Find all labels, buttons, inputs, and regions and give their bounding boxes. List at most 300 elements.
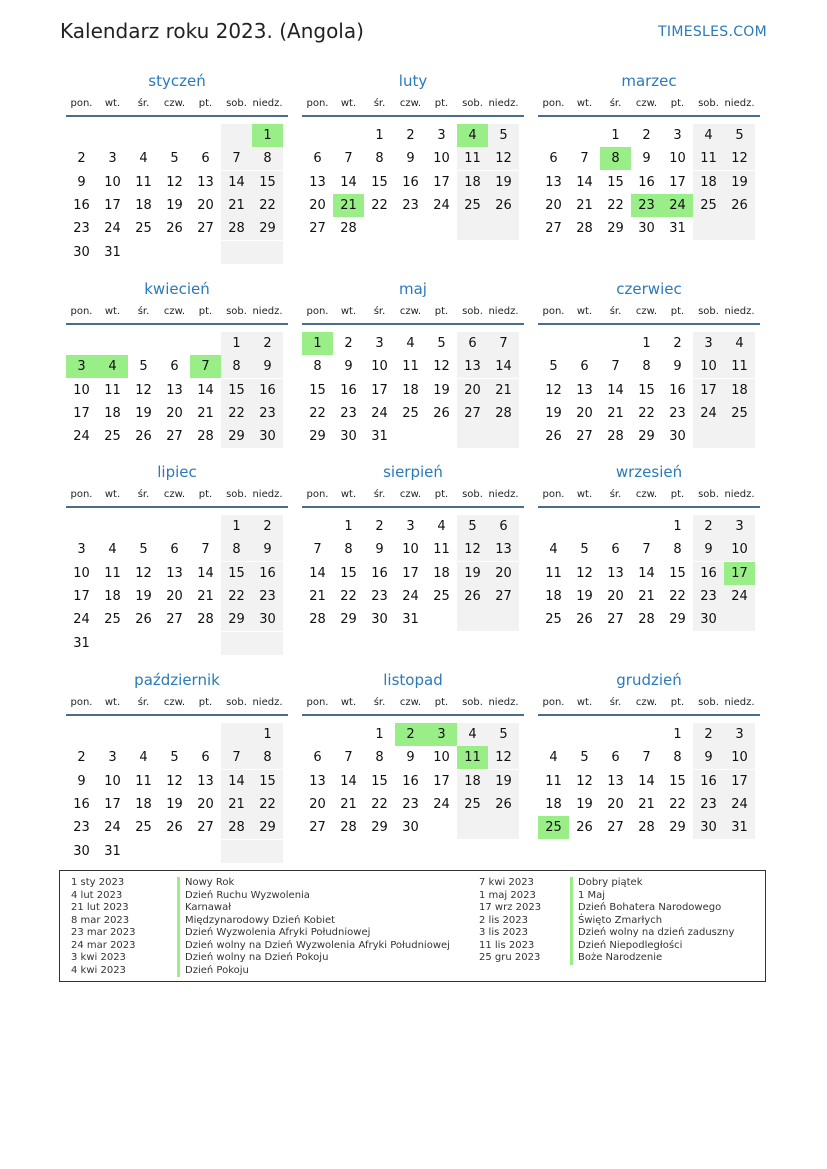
- day-cell: 14: [197, 382, 214, 398]
- weekday-header: pt.: [434, 98, 449, 109]
- day-cell: 28: [197, 612, 214, 628]
- day-cell: 10: [402, 542, 419, 558]
- day-cell: 13: [576, 382, 593, 398]
- day-cell: 1: [252, 723, 283, 746]
- holiday-date: 8 mar 2023: [71, 914, 130, 926]
- day-cell: 16: [638, 174, 655, 190]
- day-cell: 21: [488, 379, 519, 402]
- weekday-header: czw.: [163, 98, 186, 109]
- day-cell: 25: [104, 429, 121, 445]
- day-cell: 24: [433, 197, 450, 213]
- day-cell: 7: [201, 542, 210, 558]
- day-cell: 13: [309, 773, 326, 789]
- day-cell: 1: [375, 727, 384, 742]
- day-cell: 20: [166, 588, 183, 604]
- day-cell: 2: [642, 128, 651, 143]
- weekday-header: sob.: [226, 306, 247, 317]
- day-cell: 30: [638, 221, 655, 237]
- weekday-header: niedz.: [488, 697, 519, 708]
- weekday-header: czw.: [399, 98, 422, 109]
- day-cell: 7: [344, 151, 353, 167]
- day-cell: 30: [693, 608, 724, 631]
- legend-left-dates: [71, 877, 136, 977]
- day-cell: 8: [375, 151, 384, 167]
- holiday-day-cell: 4: [457, 124, 488, 147]
- day-cell: 12: [166, 174, 183, 190]
- day-cell: 15: [607, 174, 624, 190]
- day-cell: 16: [252, 562, 283, 585]
- day-cell: 5: [580, 542, 589, 558]
- day-cell: 19: [135, 405, 152, 421]
- weekday-header: pt.: [434, 697, 449, 708]
- weekday-header: śr.: [137, 306, 150, 317]
- weekday-header: czw.: [635, 306, 658, 317]
- day-cell: 17: [669, 174, 686, 190]
- weekday-header: wt.: [576, 697, 593, 708]
- day-cell: 9: [642, 151, 651, 167]
- day-cell: 12: [576, 773, 593, 789]
- day-cell: 14: [340, 773, 357, 789]
- day-cell: 21: [576, 197, 593, 213]
- day-cell: 19: [457, 562, 488, 585]
- day-cell: 31: [104, 843, 121, 859]
- day-cell: 12: [488, 147, 519, 170]
- weekday-header: pt.: [670, 98, 685, 109]
- holiday-day-cell: 8: [600, 147, 631, 170]
- weekend-shade: [724, 217, 755, 240]
- day-cell: 30: [669, 429, 686, 445]
- weekday-header: czw.: [163, 489, 186, 500]
- day-cell: 19: [488, 171, 519, 194]
- holiday-name: Boże Narodzenie: [570, 952, 734, 965]
- legend-right-names: [570, 877, 734, 965]
- weekday-header: pt.: [434, 489, 449, 500]
- day-cell: 17: [73, 405, 90, 421]
- month-name: luty: [398, 72, 428, 90]
- day-cell: 6: [488, 515, 519, 538]
- day-cell: 22: [371, 796, 388, 812]
- day-cell: 3: [406, 519, 415, 534]
- day-cell: 18: [104, 405, 121, 421]
- day-cell: 20: [197, 197, 214, 213]
- weekday-header: sob.: [226, 697, 247, 708]
- day-cell: 18: [545, 796, 562, 812]
- day-cell: 20: [309, 796, 326, 812]
- day-cell: 10: [104, 773, 121, 789]
- day-cell: 16: [73, 197, 90, 213]
- day-cell: 4: [108, 542, 117, 558]
- month-name: styczeń: [148, 72, 206, 90]
- weekday-header: pt.: [198, 306, 213, 317]
- day-cell: 8: [642, 359, 651, 375]
- day-cell: 20: [488, 562, 519, 585]
- day-cell: 3: [673, 128, 682, 143]
- day-cell: 27: [576, 429, 593, 445]
- day-cell: 7: [344, 750, 353, 766]
- day-cell: 18: [457, 770, 488, 793]
- weekday-header: sob.: [462, 98, 483, 109]
- day-cell: 28: [638, 820, 655, 836]
- day-cell: 31: [104, 244, 121, 260]
- day-cell: 21: [607, 405, 624, 421]
- weekday-header: sob.: [462, 697, 483, 708]
- weekday-header: wt.: [340, 489, 357, 500]
- day-cell: 1: [673, 727, 682, 742]
- weekday-header: pon.: [70, 697, 93, 708]
- weekend-shade: [693, 425, 724, 448]
- holiday-name: Dzień Wyzwolenia Afryki Południowej: [177, 927, 450, 940]
- weekend-shade: [252, 840, 283, 863]
- month-3: [538, 72, 760, 262]
- weekend-shade: [252, 632, 283, 655]
- holiday-date: 1 sty 2023: [71, 877, 125, 888]
- day-cell: 4: [724, 332, 755, 355]
- day-cell: 29: [669, 612, 686, 628]
- day-cell: 15: [340, 565, 357, 581]
- day-cell: 4: [693, 124, 724, 147]
- day-cell: 3: [437, 128, 446, 143]
- legend-left-names: [177, 877, 450, 977]
- day-cell: 23: [371, 588, 388, 604]
- day-cell: 29: [252, 816, 283, 839]
- day-cell: 18: [457, 171, 488, 194]
- holiday-day-cell: 25: [538, 816, 569, 839]
- brand-link[interactable]: TIMESLES.COM: [658, 24, 767, 40]
- day-cell: 27: [457, 402, 488, 425]
- weekday-header: wt.: [576, 489, 593, 500]
- day-cell: 4: [139, 151, 148, 167]
- day-cell: 14: [221, 770, 252, 793]
- weekday-header: śr.: [373, 306, 386, 317]
- holiday-name: 1 Maj: [570, 890, 734, 903]
- holiday-day-cell: 21: [333, 194, 364, 217]
- day-cell: 4: [437, 519, 446, 534]
- day-cell: 2: [77, 750, 86, 766]
- day-cell: 16: [402, 773, 419, 789]
- day-cell: 12: [135, 382, 152, 398]
- day-cell: 5: [170, 151, 179, 167]
- day-cell: 10: [73, 565, 90, 581]
- day-cell: 13: [197, 773, 214, 789]
- day-cell: 26: [724, 194, 755, 217]
- month-2: [302, 72, 524, 262]
- day-cell: 2: [344, 336, 353, 351]
- holiday-date: 4 kwi 2023: [71, 964, 126, 976]
- day-cell: 7: [642, 542, 651, 558]
- weekday-header: wt.: [340, 98, 357, 109]
- header-rule: [302, 714, 524, 716]
- day-cell: 24: [402, 588, 419, 604]
- weekday-header: śr.: [609, 98, 622, 109]
- weekend-shade: [488, 608, 519, 631]
- day-cell: 31: [669, 221, 686, 237]
- day-cell: 7: [313, 542, 322, 558]
- day-cell: 18: [104, 588, 121, 604]
- holiday-day-cell: 3: [66, 355, 97, 378]
- day-cell: 27: [197, 820, 214, 836]
- weekday-header: sob.: [462, 489, 483, 500]
- day-cell: 13: [457, 355, 488, 378]
- day-cell: 27: [166, 612, 183, 628]
- holiday-date: 2 lis 2023: [479, 914, 528, 926]
- day-cell: 1: [375, 128, 384, 143]
- day-cell: 20: [607, 796, 624, 812]
- weekday-header: wt.: [104, 306, 121, 317]
- day-cell: 19: [724, 171, 755, 194]
- weekday-header: niedz.: [724, 489, 755, 500]
- day-cell: 11: [457, 147, 488, 170]
- day-cell: 24: [104, 221, 121, 237]
- holiday-day-cell: 17: [724, 562, 755, 585]
- day-cell: 28: [221, 816, 252, 839]
- day-cell: 23: [693, 793, 724, 816]
- day-cell: 5: [549, 359, 558, 375]
- legend-right-dates: [479, 877, 541, 965]
- weekday-header: niedz.: [488, 98, 519, 109]
- day-cell: 22: [669, 796, 686, 812]
- holiday-date: 1 maj 2023: [479, 889, 536, 901]
- holiday-legend: [59, 870, 766, 982]
- day-cell: 30: [252, 425, 283, 448]
- day-cell: 3: [724, 515, 755, 538]
- weekday-header: śr.: [373, 489, 386, 500]
- day-cell: 3: [77, 542, 86, 558]
- day-cell: 22: [252, 194, 283, 217]
- day-cell: 11: [104, 382, 121, 398]
- day-cell: 29: [371, 820, 388, 836]
- weekday-header: wt.: [340, 306, 357, 317]
- day-cell: 31: [371, 429, 388, 445]
- weekday-header: sob.: [698, 697, 719, 708]
- day-cell: 6: [170, 359, 179, 375]
- day-cell: 25: [724, 402, 755, 425]
- day-cell: 5: [170, 750, 179, 766]
- day-cell: 24: [73, 429, 90, 445]
- day-cell: 26: [576, 820, 593, 836]
- day-cell: 6: [611, 542, 620, 558]
- day-cell: 5: [580, 750, 589, 766]
- day-cell: 11: [135, 174, 152, 190]
- day-cell: 28: [607, 429, 624, 445]
- weekend-shade: [488, 217, 519, 240]
- month-7: [66, 463, 288, 653]
- day-cell: 7: [221, 746, 252, 769]
- holiday-name: Dzień Niepodległości: [570, 940, 734, 953]
- day-cell: 12: [135, 565, 152, 581]
- day-cell: 11: [135, 773, 152, 789]
- day-cell: 18: [135, 796, 152, 812]
- month-name: maj: [399, 280, 427, 298]
- day-cell: 16: [371, 565, 388, 581]
- day-cell: 6: [549, 151, 558, 167]
- day-cell: 22: [669, 588, 686, 604]
- weekend-shade: [693, 217, 724, 240]
- day-cell: 5: [488, 723, 519, 746]
- day-cell: 5: [139, 359, 148, 375]
- day-cell: 25: [693, 194, 724, 217]
- day-cell: 25: [457, 194, 488, 217]
- day-cell: 23: [340, 405, 357, 421]
- day-cell: 2: [693, 515, 724, 538]
- day-cell: 8: [673, 750, 682, 766]
- day-cell: 23: [252, 585, 283, 608]
- day-cell: 21: [197, 405, 214, 421]
- day-cell: 25: [433, 588, 450, 604]
- holiday-day-cell: 2: [395, 723, 426, 746]
- weekday-header: niedz.: [252, 98, 283, 109]
- day-cell: 19: [576, 588, 593, 604]
- day-cell: 5: [488, 124, 519, 147]
- day-cell: 14: [576, 174, 593, 190]
- day-cell: 25: [457, 793, 488, 816]
- day-cell: 24: [693, 402, 724, 425]
- day-cell: 26: [488, 793, 519, 816]
- day-cell: 12: [576, 565, 593, 581]
- month-name: marzec: [621, 72, 677, 90]
- day-cell: 13: [309, 174, 326, 190]
- day-cell: 5: [437, 336, 446, 351]
- weekday-header: sob.: [698, 98, 719, 109]
- weekday-header: sob.: [226, 489, 247, 500]
- weekday-header: pt.: [670, 489, 685, 500]
- day-cell: 6: [313, 151, 322, 167]
- day-cell: 7: [580, 151, 589, 167]
- day-cell: 29: [340, 612, 357, 628]
- day-cell: 2: [406, 128, 415, 143]
- weekday-header: pon.: [542, 306, 565, 317]
- weekend-shade: [488, 425, 519, 448]
- day-cell: 22: [221, 585, 252, 608]
- day-cell: 27: [545, 221, 562, 237]
- day-cell: 9: [375, 542, 384, 558]
- day-cell: 6: [313, 750, 322, 766]
- weekday-header: sob.: [462, 306, 483, 317]
- weekend-shade: [724, 608, 755, 631]
- weekday-header: sob.: [698, 306, 719, 317]
- day-cell: 26: [488, 194, 519, 217]
- month-9: [538, 463, 760, 653]
- day-cell: 26: [457, 585, 488, 608]
- day-cell: 23: [402, 197, 419, 213]
- day-cell: 4: [549, 750, 558, 766]
- day-cell: 25: [545, 612, 562, 628]
- day-cell: 20: [576, 405, 593, 421]
- day-cell: 15: [309, 382, 326, 398]
- weekday-header: sob.: [698, 489, 719, 500]
- day-cell: 18: [402, 382, 419, 398]
- day-cell: 4: [549, 542, 558, 558]
- day-cell: 17: [402, 565, 419, 581]
- day-cell: 7: [611, 359, 620, 375]
- day-cell: 24: [73, 612, 90, 628]
- weekday-header: pt.: [670, 306, 685, 317]
- day-cell: 30: [693, 816, 724, 839]
- holiday-date: 21 lut 2023: [71, 902, 129, 913]
- day-cell: 7: [642, 750, 651, 766]
- day-cell: 21: [221, 793, 252, 816]
- weekday-header: niedz.: [724, 306, 755, 317]
- day-cell: 20: [607, 588, 624, 604]
- weekday-header: śr.: [609, 697, 622, 708]
- day-cell: 11: [433, 542, 450, 558]
- day-cell: 8: [221, 538, 252, 561]
- day-cell: 14: [221, 171, 252, 194]
- day-cell: 15: [638, 382, 655, 398]
- day-cell: 10: [104, 174, 121, 190]
- holiday-date: 7 kwi 2023: [479, 877, 534, 888]
- day-cell: 18: [433, 565, 450, 581]
- day-cell: 12: [166, 773, 183, 789]
- day-cell: 24: [433, 796, 450, 812]
- day-cell: 15: [371, 773, 388, 789]
- day-cell: 13: [488, 538, 519, 561]
- weekday-header: pon.: [306, 98, 329, 109]
- day-cell: 3: [724, 723, 755, 746]
- day-cell: 14: [488, 355, 519, 378]
- day-cell: 29: [607, 221, 624, 237]
- day-cell: 15: [669, 773, 686, 789]
- day-cell: 3: [108, 750, 117, 766]
- day-cell: 31: [73, 635, 90, 651]
- weekday-header: niedz.: [252, 306, 283, 317]
- weekday-header: pon.: [542, 98, 565, 109]
- day-cell: 2: [693, 723, 724, 746]
- month-name: sierpień: [383, 463, 443, 481]
- weekday-header: wt.: [340, 697, 357, 708]
- holiday-name: Dzień wolny na dzień zaduszny: [570, 927, 734, 940]
- month-name: kwiecień: [144, 280, 210, 298]
- day-cell: 13: [545, 174, 562, 190]
- holiday-day-cell: 7: [190, 355, 221, 378]
- day-cell: 16: [402, 174, 419, 190]
- day-cell: 1: [221, 332, 252, 355]
- day-cell: 22: [638, 405, 655, 421]
- day-cell: 28: [340, 820, 357, 836]
- weekday-header: wt.: [576, 306, 593, 317]
- header-rule: [302, 115, 524, 117]
- day-cell: 15: [252, 770, 283, 793]
- day-cell: 13: [607, 773, 624, 789]
- holiday-date: 25 gru 2023: [479, 952, 541, 963]
- weekday-header: czw.: [163, 306, 186, 317]
- day-cell: 13: [166, 565, 183, 581]
- day-cell: 17: [104, 197, 121, 213]
- day-cell: 10: [433, 151, 450, 167]
- day-cell: 7: [488, 332, 519, 355]
- day-cell: 8: [375, 750, 384, 766]
- day-cell: 18: [545, 588, 562, 604]
- day-cell: 1: [673, 519, 682, 534]
- day-cell: 14: [638, 565, 655, 581]
- day-cell: 20: [166, 405, 183, 421]
- day-cell: 27: [309, 820, 326, 836]
- page-title: Kalendarz roku 2023. (Angola): [60, 19, 364, 43]
- day-cell: 9: [673, 359, 682, 375]
- day-cell: 18: [693, 171, 724, 194]
- day-cell: 28: [221, 217, 252, 240]
- weekday-header: pon.: [306, 306, 329, 317]
- day-cell: 17: [371, 382, 388, 398]
- day-cell: 9: [252, 538, 283, 561]
- day-cell: 1: [611, 128, 620, 143]
- day-cell: 23: [73, 820, 90, 836]
- day-cell: 3: [108, 151, 117, 167]
- day-cell: 10: [433, 750, 450, 766]
- holiday-name: Karnawał: [177, 902, 450, 915]
- day-cell: 2: [77, 151, 86, 167]
- weekend-shade: [457, 608, 488, 631]
- day-cell: 17: [104, 796, 121, 812]
